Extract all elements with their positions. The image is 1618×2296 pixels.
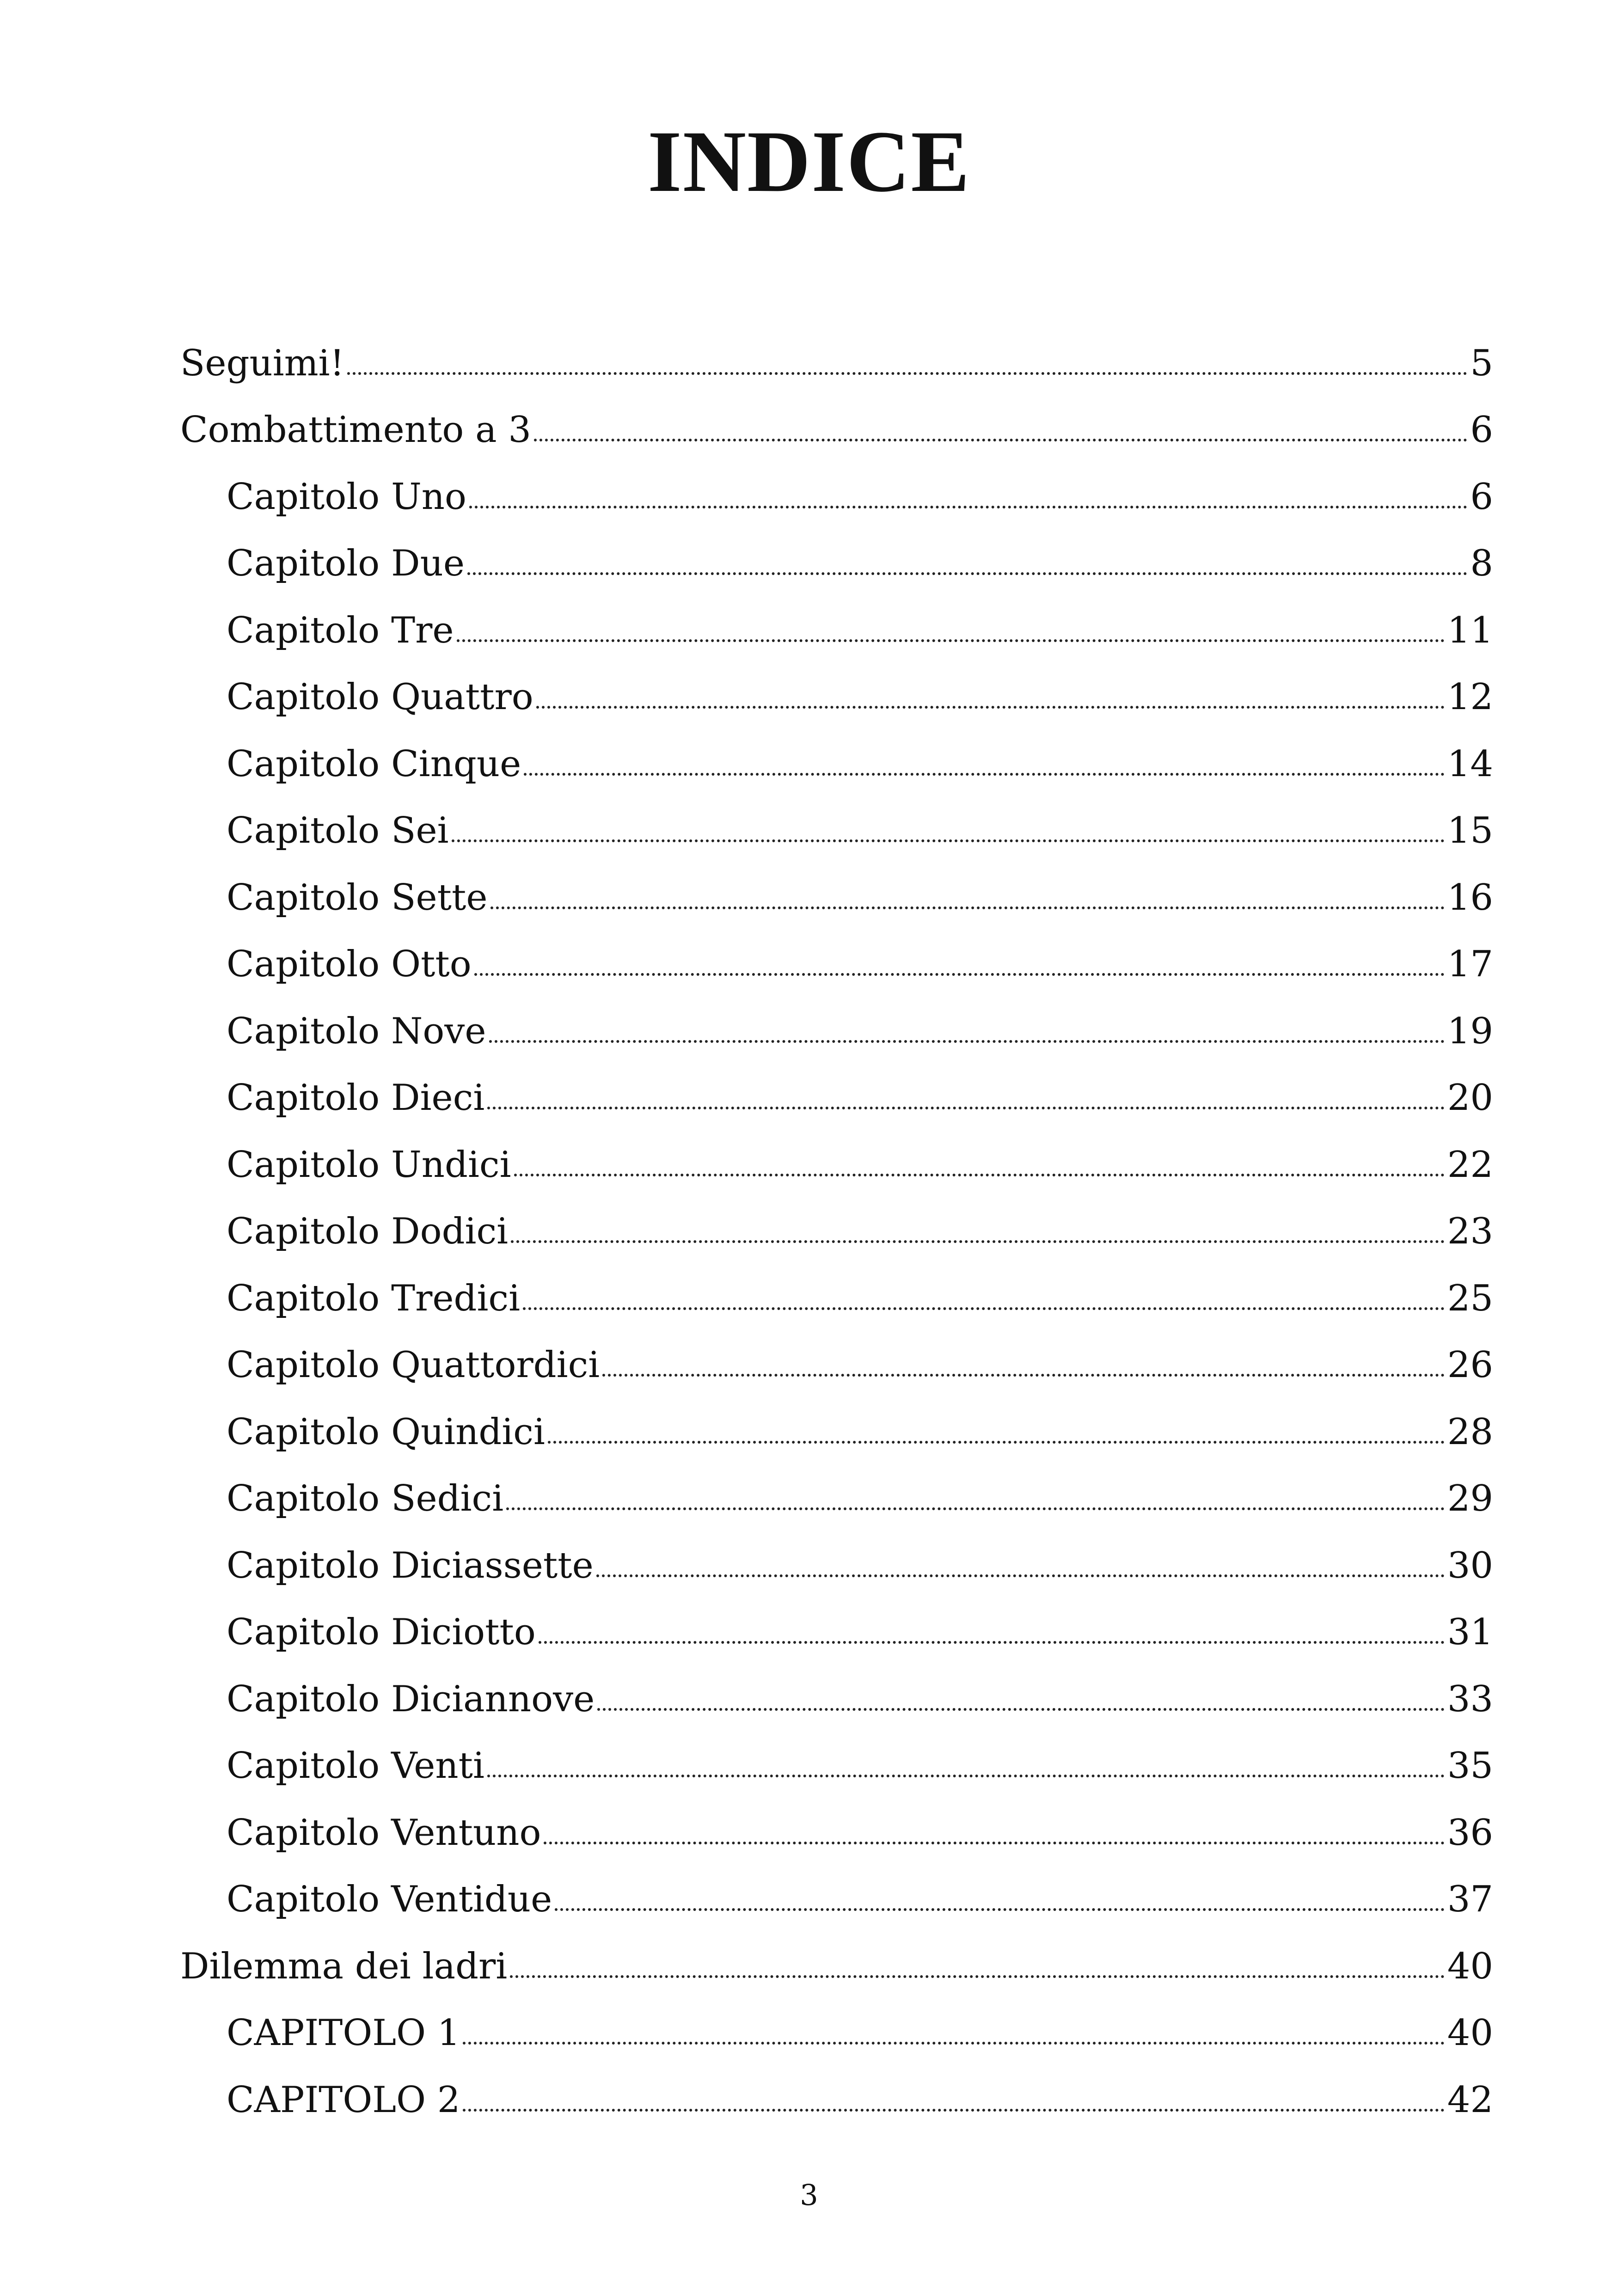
toc-entry-label: Capitolo Cinque — [227, 743, 521, 785]
toc-entry-label: Capitolo Quattro — [227, 676, 533, 718]
toc-chapter-entry[interactable] — [180, 1526, 1493, 1593]
toc-entry-label: Capitolo Diciotto — [227, 1611, 536, 1653]
toc-entry-label: Capitolo Sette — [227, 876, 488, 918]
toc-section-entry[interactable] — [180, 391, 1493, 458]
dot-leader — [523, 1307, 1445, 1310]
dot-leader — [490, 906, 1445, 909]
toc-chapter-entry[interactable] — [180, 591, 1493, 658]
dot-leader — [514, 1174, 1445, 1176]
dot-leader — [544, 1842, 1444, 1844]
toc-entry-label: Capitolo Sedici — [227, 1478, 504, 1519]
toc-entry-label: Seguimi! — [180, 342, 344, 384]
dot-leader — [597, 1708, 1444, 1711]
dot-leader — [555, 1908, 1444, 1911]
toc-entry-label: Capitolo Due — [227, 543, 465, 584]
dot-leader — [452, 839, 1445, 842]
toc-entry-page-number: 19 — [1447, 1010, 1493, 1052]
dot-leader — [534, 439, 1467, 441]
toc-entry-label: Capitolo Nove — [227, 1010, 486, 1052]
dot-leader — [510, 1975, 1444, 1978]
dot-leader — [474, 973, 1445, 976]
toc-chapter-entry[interactable] — [180, 1192, 1493, 1259]
toc-chapter-entry[interactable] — [180, 658, 1493, 725]
dot-leader — [487, 1107, 1444, 1109]
dot-leader — [463, 2109, 1444, 2112]
dot-leader — [511, 1240, 1445, 1243]
toc-entry-page-number: 16 — [1447, 876, 1493, 918]
toc-entry-label: Capitolo Dodici — [227, 1211, 509, 1252]
dot-leader — [524, 773, 1444, 776]
toc-section-entry[interactable] — [180, 1927, 1493, 1994]
dot-leader — [467, 572, 1467, 575]
dot-leader — [463, 2042, 1444, 2045]
toc-chapter-entry[interactable] — [180, 791, 1493, 858]
toc-chapter-entry[interactable] — [180, 1125, 1493, 1192]
toc-chapter-entry[interactable] — [180, 1659, 1493, 1727]
toc-entry-label: Capitolo Tredici — [227, 1277, 521, 1319]
toc-entry-page-number: 12 — [1447, 676, 1493, 718]
page-number: 3 — [800, 2178, 818, 2212]
toc-entry-label: Capitolo Undici — [227, 1144, 511, 1186]
toc-entry-label: Combattimento a 3 — [180, 409, 532, 451]
toc-entry-page-number: 35 — [1447, 1745, 1493, 1787]
toc-entry-page-number: 6 — [1470, 409, 1493, 451]
dot-leader — [602, 1374, 1445, 1377]
toc-entry-page-number: 14 — [1447, 743, 1493, 785]
toc-entry-page-number: 23 — [1447, 1211, 1493, 1252]
toc-chapter-entry[interactable] — [180, 724, 1493, 791]
toc-chapter-entry[interactable] — [180, 925, 1493, 992]
dot-leader — [596, 1574, 1445, 1577]
toc-chapter-entry[interactable] — [180, 1860, 1493, 1927]
toc-chapter-entry[interactable] — [180, 457, 1493, 524]
toc-entry-label: Capitolo Quindici — [227, 1411, 545, 1453]
toc-chapter-entry[interactable] — [180, 524, 1493, 591]
toc-entry-label: Capitolo Ventuno — [227, 1812, 541, 1854]
toc-entry-page-number: 26 — [1447, 1344, 1493, 1386]
toc-entry-page-number: 31 — [1447, 1611, 1493, 1653]
toc-entry-label: CAPITOLO 1 — [227, 2012, 460, 2054]
table-of-contents — [180, 324, 1493, 2127]
toc-chapter-entry[interactable] — [180, 858, 1493, 925]
toc-entry-label: Capitolo Diciannove — [227, 1678, 595, 1720]
dot-leader — [539, 1641, 1445, 1644]
dot-leader — [536, 706, 1445, 709]
toc-entry-page-number: 40 — [1447, 1945, 1493, 1987]
toc-entry-label: Capitolo Sei — [227, 810, 449, 851]
toc-entry-page-number: 11 — [1447, 609, 1493, 651]
dot-leader — [487, 1775, 1445, 1777]
toc-entry-page-number: 40 — [1447, 2012, 1493, 2054]
toc-chapter-entry[interactable] — [180, 1593, 1493, 1660]
toc-entry-page-number: 8 — [1470, 543, 1493, 584]
toc-entry-label: Capitolo Uno — [227, 476, 466, 518]
toc-entry-page-number: 37 — [1447, 1879, 1493, 1920]
toc-chapter-entry[interactable] — [180, 1326, 1493, 1393]
dot-leader — [469, 506, 1467, 508]
toc-section-entry[interactable] — [180, 324, 1493, 391]
toc-entry-label: Capitolo Quattordici — [227, 1344, 600, 1386]
toc-entry-page-number: 29 — [1447, 1478, 1493, 1519]
toc-chapter-entry[interactable] — [180, 1727, 1493, 1794]
toc-chapter-entry[interactable] — [180, 1392, 1493, 1459]
toc-entry-page-number: 33 — [1447, 1678, 1493, 1720]
toc-entry-page-number: 15 — [1447, 810, 1493, 851]
toc-chapter-entry[interactable] — [180, 1994, 1493, 2061]
toc-chapter-entry[interactable] — [180, 1793, 1493, 1860]
toc-chapter-entry[interactable] — [180, 1259, 1493, 1326]
page-title: INDICE — [647, 113, 971, 210]
toc-entry-label: Capitolo Dieci — [227, 1077, 485, 1119]
toc-entry-page-number: 42 — [1447, 2079, 1493, 2121]
dot-leader — [548, 1441, 1445, 1444]
toc-entry-page-number: 30 — [1447, 1544, 1493, 1586]
toc-entry-page-number: 28 — [1447, 1411, 1493, 1453]
toc-entry-label: Capitolo Diciassette — [227, 1544, 594, 1586]
toc-chapter-entry[interactable] — [180, 1459, 1493, 1526]
toc-entry-page-number: 22 — [1447, 1144, 1493, 1186]
toc-entry-page-number: 6 — [1470, 476, 1493, 518]
toc-entry-label: Capitolo Venti — [227, 1745, 484, 1787]
toc-entry-page-number: 25 — [1447, 1277, 1493, 1319]
toc-entry-page-number: 5 — [1470, 342, 1493, 384]
toc-entry-label: Capitolo Otto — [227, 943, 472, 985]
dot-leader — [489, 1040, 1445, 1043]
toc-entry-label: Capitolo Tre — [227, 609, 454, 651]
dot-leader — [457, 639, 1445, 642]
toc-entry-label: CAPITOLO 2 — [227, 2079, 460, 2121]
toc-entry-page-number: 36 — [1447, 1812, 1493, 1854]
toc-entry-page-number: 20 — [1447, 1077, 1493, 1119]
toc-entry-label: Capitolo Ventidue — [227, 1879, 552, 1920]
toc-entry-page-number: 17 — [1447, 943, 1493, 985]
dot-leader — [347, 372, 1467, 375]
dot-leader — [506, 1507, 1445, 1510]
toc-chapter-entry[interactable] — [180, 992, 1493, 1059]
toc-chapter-entry[interactable] — [180, 1059, 1493, 1126]
toc-entry-label: Dilemma dei ladri — [180, 1945, 508, 1987]
toc-chapter-entry[interactable] — [180, 2060, 1493, 2127]
